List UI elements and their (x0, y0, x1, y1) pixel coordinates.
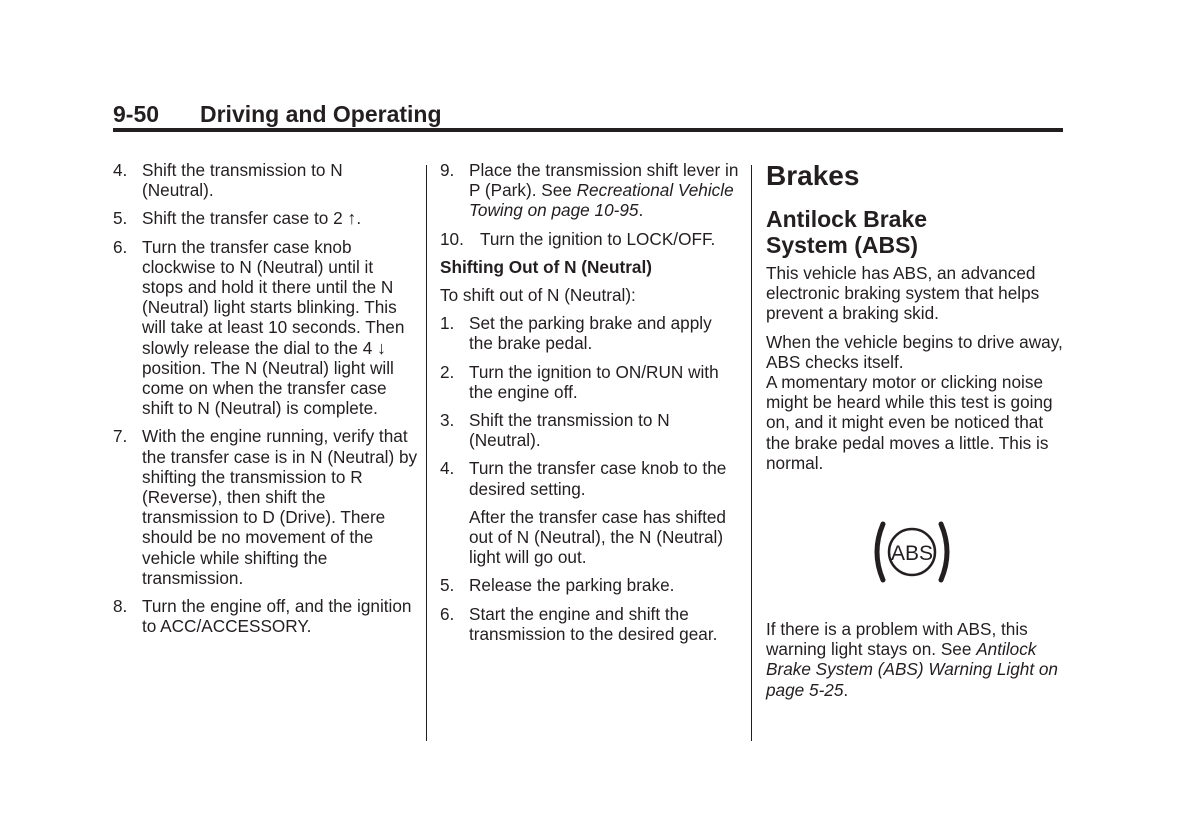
step-text: Set the parking brake and apply the brake pedal. (469, 313, 712, 354)
cross-reference-link[interactable]: Antilock Brake System (ABS) Warning Light on page 5-25 (766, 639, 1058, 700)
step-text: Release the parking brake. (469, 575, 675, 596)
page-header (113, 101, 1063, 127)
step-text: Turn the transfer case knob to the desired setting. (469, 458, 727, 499)
column-3 (766, 160, 1066, 708)
step-list (440, 575, 740, 644)
cross-reference-link[interactable]: Recreational Vehicle Towing on page 10-95 (469, 180, 734, 221)
step-number: 1. (440, 313, 455, 334)
section-title: Driving and Operating (200, 101, 442, 127)
step-text: Turn the ignition to ON/RUN with the engine off. (469, 361, 719, 402)
list-item (440, 362, 740, 402)
paragraph: This vehicle has ABS, an advanced electronic braking system that helps prevent a braking skid. (766, 263, 1040, 324)
list-item (440, 229, 740, 249)
column-divider-1 (426, 165, 427, 741)
subsection-heading-line-1: Antilock Brake (766, 206, 928, 232)
list-item (440, 458, 740, 498)
step-text-cont: position. The N (Neutral) light will come on when the transfer case shift to N (Neutral) is complete. (142, 357, 394, 419)
list-item (113, 237, 418, 419)
step-number: 3. (440, 410, 455, 431)
note-text: After the transfer case has shifted out of N (Neutral), the N (Neutral) light will go out. (469, 506, 726, 568)
column-1 (113, 160, 418, 644)
intro-text: To shift out of N (Neutral): (440, 285, 636, 306)
arrow-down-icon: ↓ (377, 337, 387, 358)
step-text: Start the engine and shift the transmission to the desired gear. (469, 603, 718, 644)
step-list (440, 313, 740, 499)
list-item (113, 596, 418, 636)
step-list (440, 160, 740, 249)
step-number: 10. (440, 228, 464, 249)
abs-icon-label: ABS (890, 542, 934, 566)
step-number: 7. (113, 426, 128, 447)
paragraph-end: . (843, 679, 849, 700)
step-text: Shift the transfer case to 2 (142, 208, 343, 229)
paragraph: A momentary motor or clicking noise might be heard while this test is going on, and it might even be noticed that the brake pedal moves a little. This is normal. (766, 372, 1053, 473)
step-list (113, 160, 418, 636)
header-rule (113, 128, 1063, 132)
step-text: Turn the engine off, and the ignition to ACC/ACCESSORY. (142, 596, 412, 637)
list-item (113, 208, 418, 228)
subsection-heading-line-2: System (ABS) (766, 232, 919, 258)
step-text-end: . (356, 208, 362, 229)
page-number: 9-50 (113, 101, 160, 127)
column-divider-2 (751, 165, 752, 741)
list-item (440, 410, 740, 450)
step-number: 5. (440, 575, 455, 596)
step-number: 8. (113, 596, 128, 617)
paragraph-text: If there is a problem with ABS, this warning light stays on. See (766, 619, 1028, 660)
step-text: Shift the transmission to N (Neutral). (142, 160, 343, 201)
step-number: 4. (440, 458, 455, 479)
subheading: Shifting Out of N (Neutral) (440, 256, 652, 277)
list-item (113, 160, 418, 200)
step-text: Shift the transmission to N (Neutral). (469, 410, 670, 451)
paragraph: When the vehicle begins to drive away, ABS checks itself. (766, 331, 1063, 372)
step-text: With the engine running, verify that the transfer case is in N (Neutral) by shifting the transmission to R (Reverse), then shift the transmission to D (Drive). There should be no movement of the vehicle while shifting the transmission. (142, 426, 418, 588)
list-item (440, 313, 740, 353)
list-item (440, 604, 740, 644)
step-number: 2. (440, 361, 455, 382)
list-item (440, 160, 740, 221)
section-heading: Brakes (766, 160, 860, 191)
step-text: Turn the transfer case knob clockwise to N (Neutral) until it stops and hold it there until the N (Neutral) light starts blinking. This will take at least 10 seconds. Then slowly release the dial to the 4 (142, 236, 405, 358)
step-text: Place the transmission shift lever in P (Park). See (469, 160, 739, 201)
list-item (113, 426, 418, 588)
step-number: 6. (113, 236, 128, 257)
column-2 (440, 160, 740, 652)
step-text: Turn the ignition to LOCK/OFF. (480, 228, 716, 249)
step-number: 5. (113, 208, 128, 229)
step-number: 6. (440, 603, 455, 624)
step-text-end: . (638, 200, 644, 221)
list-item (440, 575, 740, 595)
arrow-up-icon: ↑ (347, 208, 357, 229)
paragraph (766, 619, 1066, 700)
step-number: 4. (113, 160, 128, 180)
subsection-heading (766, 206, 1066, 258)
abs-warning-light-icon (872, 521, 952, 583)
step-number: 9. (440, 160, 455, 180)
